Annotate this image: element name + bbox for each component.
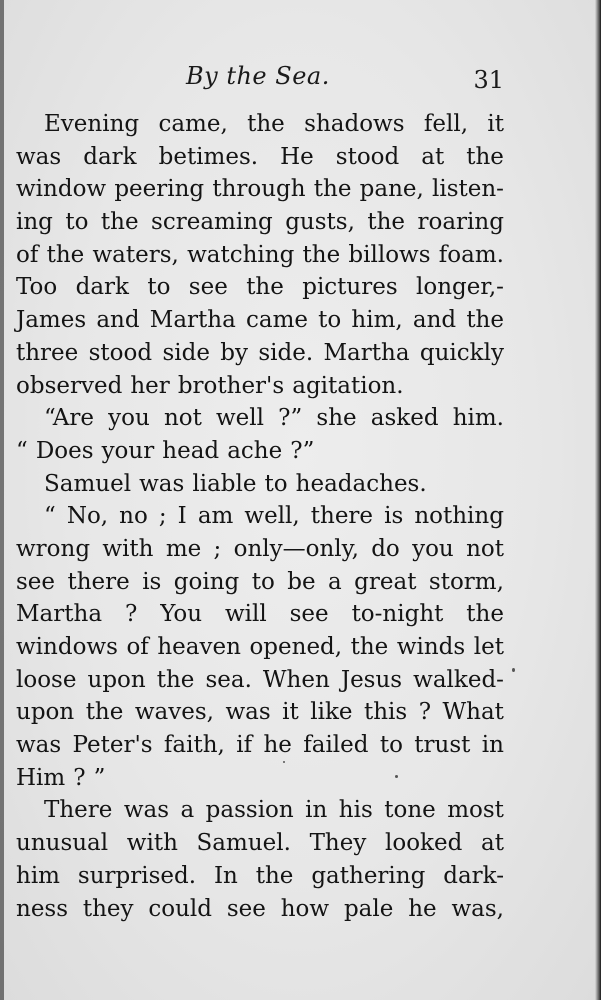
- word: the: [246, 274, 284, 301]
- word: in: [481, 732, 504, 759]
- text-line: [16, 337, 504, 370]
- word: Him: [16, 764, 66, 791]
- word: tone: [384, 797, 436, 824]
- word: was: [225, 699, 271, 726]
- word: to-night: [351, 601, 444, 628]
- word: could: [148, 895, 213, 922]
- text-line: [16, 500, 504, 533]
- word: came,: [158, 111, 228, 137]
- word: is: [142, 568, 162, 595]
- word: side: [162, 339, 210, 366]
- word: to: [147, 274, 171, 301]
- word: Martha: [149, 307, 236, 334]
- word: headaches.: [295, 470, 427, 497]
- word: Peter's: [72, 732, 153, 759]
- word: you: [108, 405, 150, 432]
- word: listen-: [432, 176, 504, 203]
- word: the: [466, 307, 504, 334]
- word: Too: [16, 274, 58, 301]
- word: dark-: [443, 862, 504, 889]
- word: the: [255, 862, 294, 889]
- word: passion: [205, 797, 294, 824]
- word: looked: [385, 830, 463, 857]
- word: to: [379, 732, 403, 759]
- running-title: By the Sea.: [186, 62, 330, 90]
- word: pale: [343, 895, 394, 922]
- word: dark: [75, 274, 129, 301]
- word: the: [466, 601, 504, 628]
- word: the: [156, 666, 195, 693]
- word: winds: [396, 634, 466, 660]
- word: will: [224, 601, 267, 628]
- word: They: [309, 830, 367, 857]
- word: he: [263, 732, 292, 759]
- text-line: [16, 435, 504, 468]
- text-line: [16, 271, 504, 304]
- text-line: [16, 239, 504, 272]
- word: upon: [16, 699, 75, 726]
- word: no: [119, 503, 148, 530]
- word: watching: [187, 241, 295, 268]
- word: ?: [124, 601, 138, 628]
- word: he: [408, 895, 437, 922]
- text-line: [16, 141, 504, 174]
- word: to: [251, 568, 275, 595]
- word: ?”: [290, 437, 315, 464]
- word: liable: [192, 470, 257, 497]
- text-line: [16, 173, 504, 206]
- word: they: [82, 895, 134, 922]
- word: ?: [73, 764, 86, 791]
- word: window: [16, 176, 107, 203]
- word: well: [216, 405, 265, 432]
- word: opened,: [249, 634, 343, 660]
- text-line: [16, 533, 504, 566]
- word: how: [280, 895, 330, 922]
- text-line: [16, 206, 504, 239]
- word: brother's: [177, 372, 285, 399]
- word: pictures: [302, 274, 398, 301]
- word: let: [473, 634, 504, 660]
- word: Does: [35, 437, 94, 464]
- word: No,: [66, 503, 109, 530]
- word: the: [85, 699, 124, 726]
- word: walked-: [413, 666, 504, 693]
- word: stood: [88, 339, 153, 366]
- word: fell,: [423, 111, 469, 137]
- word: observed: [16, 372, 123, 399]
- word: it: [282, 699, 299, 726]
- text-line: [16, 370, 504, 403]
- word: and: [412, 307, 457, 334]
- ink-speck: [395, 775, 398, 778]
- word: ness: [16, 895, 69, 922]
- word: ?: [418, 699, 432, 726]
- word: asked: [370, 405, 439, 432]
- word: was: [123, 797, 170, 824]
- word: see: [16, 568, 56, 595]
- word: ;: [158, 503, 167, 530]
- word: I: [177, 503, 187, 530]
- word: Martha: [323, 339, 410, 366]
- word: him: [16, 862, 60, 889]
- word: windows: [16, 634, 118, 660]
- word: James: [16, 307, 87, 334]
- word: be: [287, 568, 316, 595]
- word: like: [310, 699, 353, 726]
- word: the: [313, 176, 352, 203]
- word: roaring: [417, 209, 504, 236]
- word: He: [280, 143, 314, 170]
- word: him,: [351, 307, 403, 334]
- text-line: [16, 468, 504, 501]
- word: see: [226, 895, 266, 922]
- word: the: [466, 143, 504, 170]
- word: a: [180, 797, 195, 824]
- word: “Are: [44, 405, 95, 432]
- page-number: 31: [473, 66, 504, 94]
- text-line: [16, 598, 504, 631]
- body-text: [16, 108, 504, 925]
- word: the: [350, 634, 389, 660]
- word: dark: [83, 143, 137, 170]
- word: gathering: [311, 862, 426, 889]
- word: there: [67, 568, 130, 595]
- word: What: [442, 699, 504, 726]
- word: a: [328, 568, 342, 595]
- word: the: [247, 111, 285, 137]
- word: her: [130, 372, 170, 399]
- word: see: [188, 274, 228, 301]
- word: gusts,: [285, 209, 355, 236]
- word: most: [447, 797, 504, 824]
- text-line: [16, 696, 504, 729]
- word: quickly: [419, 339, 504, 366]
- word: ache: [227, 437, 283, 464]
- word: at: [480, 830, 504, 857]
- word: shadows: [304, 111, 405, 137]
- word: in: [305, 797, 328, 824]
- word: not: [466, 535, 504, 562]
- word: him.: [452, 405, 504, 432]
- text-line: [16, 729, 504, 762]
- word: if: [236, 732, 253, 759]
- text-line: [16, 893, 504, 926]
- ink-speck: [283, 761, 285, 763]
- word: unusual: [16, 830, 109, 857]
- word: You: [160, 601, 203, 628]
- word: this: [363, 699, 408, 726]
- word: sea.: [205, 666, 252, 693]
- word: do: [371, 535, 400, 562]
- word: Samuel: [44, 470, 132, 497]
- word: the: [302, 241, 341, 268]
- text-line: [16, 762, 504, 795]
- word: she: [316, 405, 357, 432]
- word: pane,: [359, 176, 424, 203]
- text-line: [16, 794, 504, 827]
- word: and: [96, 307, 140, 334]
- word: ?”: [278, 405, 303, 432]
- word: only—only,: [233, 535, 359, 562]
- word: head: [162, 437, 220, 464]
- word: loose: [16, 666, 77, 693]
- word: longer,-: [416, 274, 504, 301]
- word: to: [65, 209, 89, 236]
- text-line: [16, 860, 504, 893]
- word: three: [16, 339, 79, 366]
- word: When: [262, 666, 330, 693]
- text-line: [16, 664, 504, 697]
- word: by: [220, 339, 248, 366]
- word: to: [318, 307, 342, 334]
- word: storm,: [428, 568, 504, 595]
- word: ing: [16, 209, 53, 236]
- word: agitation.: [292, 372, 404, 399]
- word: “: [44, 503, 56, 530]
- word: stood: [335, 143, 400, 170]
- word: Jesus: [340, 666, 403, 693]
- word: am: [197, 503, 234, 530]
- word: ”: [93, 764, 106, 791]
- word: of: [16, 241, 39, 268]
- word: In: [213, 862, 238, 889]
- word: was: [139, 470, 185, 497]
- word: screaming: [151, 209, 273, 236]
- word: trust: [414, 732, 471, 759]
- word: peering: [114, 176, 205, 203]
- word: Martha: [16, 601, 103, 628]
- word: side.: [258, 339, 314, 366]
- word: with: [126, 830, 178, 857]
- word: you: [412, 535, 454, 562]
- word: ;: [213, 535, 222, 562]
- word: not: [163, 405, 202, 432]
- word: the: [100, 209, 139, 236]
- text-line: [16, 304, 504, 337]
- word: through: [212, 176, 306, 203]
- word: his: [338, 797, 373, 824]
- word: was: [16, 143, 62, 170]
- word: with: [102, 535, 154, 562]
- word: well,: [244, 503, 300, 530]
- word: foam.: [438, 241, 504, 268]
- word: there: [310, 503, 374, 530]
- word: nothing: [414, 503, 504, 530]
- word: the: [367, 209, 406, 236]
- word: to: [264, 470, 288, 497]
- word: of: [126, 634, 149, 660]
- word: “: [16, 437, 28, 464]
- text-line: [16, 631, 504, 664]
- text-line: [16, 566, 504, 599]
- word: was,: [451, 895, 504, 922]
- word: going: [173, 568, 240, 595]
- ink-speck: [512, 668, 515, 672]
- word: was: [16, 732, 62, 759]
- word: failed: [303, 732, 369, 759]
- word: your: [101, 437, 155, 464]
- word: waters,: [92, 241, 179, 268]
- word: There: [44, 797, 113, 824]
- word: faith,: [163, 732, 225, 759]
- word: at: [421, 143, 445, 170]
- word: came: [245, 307, 308, 334]
- word: upon: [87, 666, 146, 693]
- word: is: [384, 503, 404, 530]
- word: heaven: [157, 634, 241, 660]
- word: waves,: [134, 699, 214, 726]
- word: the: [46, 241, 85, 268]
- word: it: [487, 111, 504, 137]
- text-line: [16, 108, 504, 141]
- word: billows: [348, 241, 431, 268]
- word: me: [165, 535, 202, 562]
- word: Samuel.: [196, 830, 291, 857]
- word: betimes.: [158, 143, 259, 170]
- text-line: [16, 402, 504, 435]
- text-line: [16, 827, 504, 860]
- word: wrong: [16, 535, 91, 562]
- page-header: [16, 60, 504, 96]
- word: surprised.: [77, 862, 197, 889]
- word: great: [354, 568, 417, 595]
- word: Evening: [44, 111, 140, 137]
- word: see: [289, 601, 329, 628]
